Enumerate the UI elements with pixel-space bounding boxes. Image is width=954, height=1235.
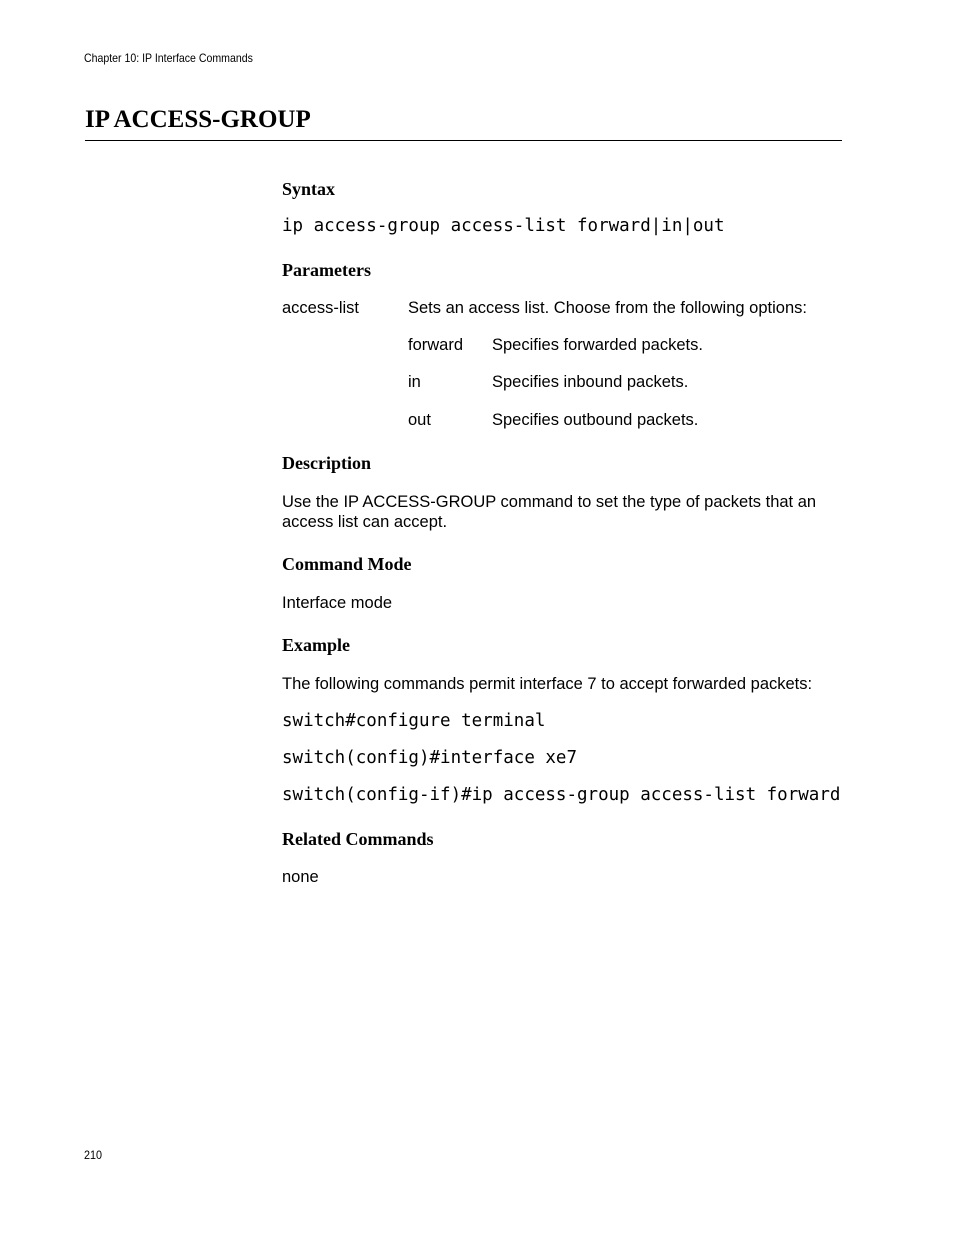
option-name: in [408, 373, 421, 391]
example-heading: Example [282, 635, 351, 655]
option-name: forward [408, 336, 464, 354]
option-description: Specifies forwarded packets. [492, 336, 703, 354]
page-number: 210 [84, 1148, 103, 1162]
running-header: Chapter 10: IP Interface Commands [84, 51, 253, 65]
option-description: Specifies outbound packets. [492, 411, 699, 429]
example-intro: The following commands permit interface 7 to accept forwarded packets: [282, 675, 813, 693]
description-text: Use the IP ACCESS-GROUP command to set the type of packets that an access list can accept. [282, 493, 817, 531]
related-commands-heading: Related Commands [282, 829, 434, 849]
option-name: out [408, 411, 431, 429]
syntax-heading: Syntax [282, 179, 336, 199]
parameter-description: Sets an access list. Choose from the following options: [408, 299, 807, 317]
page-title: IP ACCESS-GROUP [85, 106, 311, 133]
command-mode-text: Interface mode [282, 594, 393, 612]
title-rule [85, 140, 842, 141]
option-description: Specifies inbound packets. [492, 373, 689, 391]
command-mode-heading: Command Mode [282, 554, 412, 574]
related-commands-text: none [282, 868, 319, 886]
example-code-line: switch#configure terminal [282, 711, 546, 731]
parameter-name: access-list [282, 299, 360, 317]
example-code-line: switch(config-if)#ip access-group access-list forward [282, 785, 841, 805]
example-code-line: switch(config)#interface xe7 [282, 748, 578, 768]
description-heading: Description [282, 453, 371, 473]
parameters-heading: Parameters [282, 260, 371, 280]
syntax-command: ip access-group access-list forward|in|out [282, 216, 725, 236]
